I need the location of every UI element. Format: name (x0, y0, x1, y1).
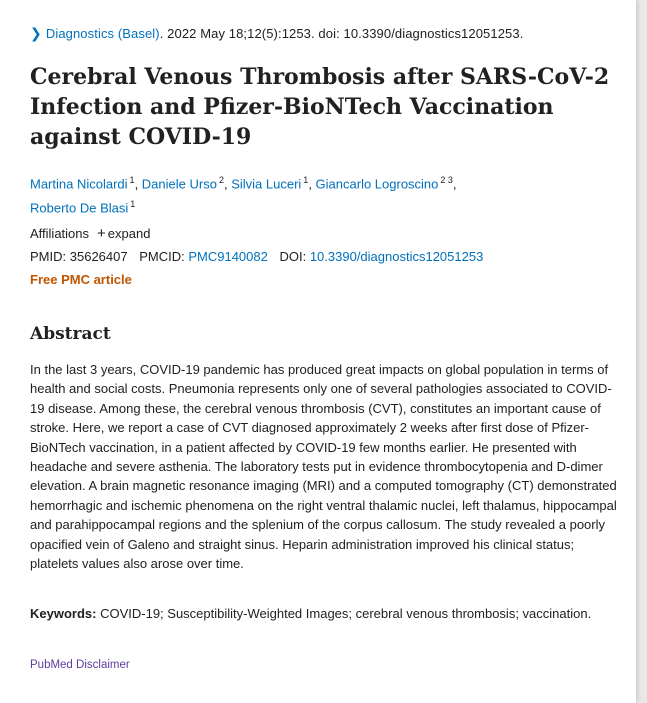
plus-icon: + (97, 225, 106, 242)
author-affiliation-ref[interactable]: 1 (130, 199, 136, 210)
author-list: Martina Nicolardi $^1$, Daniele Urso $^2$, Silvia Luceri $^1$, Giancarlo Logroscino $^{2 3}$, Roberto De Blasi $^1$ (30, 175, 457, 216)
citation-details: . 2022 May 18;12(5):1253. doi: 10.3390/diagnostics12051253. (159, 26, 524, 41)
author-affiliation-ref[interactable]: 2 (218, 175, 224, 185)
keywords-label: Keywords: (30, 606, 97, 621)
pmid-value: 35626407 (69, 249, 128, 264)
doi-link[interactable]: 10.3390/diagnostics12051253 (309, 249, 484, 264)
identifiers-line (30, 249, 483, 264)
author-link[interactable]: Giancarlo Logroscino (315, 176, 439, 192)
pmcid-link[interactable]: PMC9140082 (188, 249, 268, 264)
author-link[interactable]: Silvia Luceri (231, 176, 302, 192)
author-link[interactable]: Roberto De Blasi (30, 200, 129, 216)
chevron-right-icon: ❯ (30, 25, 42, 41)
keywords (30, 604, 610, 623)
author-link[interactable]: Daniele Urso (141, 176, 217, 192)
free-pmc-article-badge[interactable]: Free PMC article (30, 272, 132, 287)
doi-label: DOI: (279, 249, 307, 264)
author-link[interactable]: Martina Nicolardi (30, 176, 128, 192)
author-affiliation-ref[interactable]: 2 3 (440, 175, 453, 185)
affiliations-toggle[interactable] (30, 225, 150, 242)
author-affiliation-ref[interactable]: 1 (303, 175, 309, 185)
pmcid-label: PMCID: (139, 249, 185, 264)
article-title: Cerebral Venous Thrombosis after SARS-CoV-2 Infection and Pfizer-BioNTech Vaccination against COVID-19 (30, 64, 610, 150)
journal-link[interactable]: Diagnostics (Basel) (45, 26, 160, 41)
author-affiliation-ref[interactable]: 1 (129, 175, 135, 185)
expand-label: expand (107, 226, 151, 241)
abstract-text: In the last 3 years, COVID-19 pandemic has produced great impacts on global population in terms of health and social costs. Pneumonia represents only one of several pathologies associated to COVID-19 disease. Among these, the cerebral venous thrombosis (CVT), constitutes an important cause of stroke. Here, we report a case of CVT diagnosed approximately 2 weeks after first dose of Pfizer-BioNTech vaccination, in a patient affected by COVID-19 few months earlier. He presented with headache and severe asthenia. The laboratory tests put in evidence thrombocytopenia and D-dimer elevation. A brain magnetic resonance imaging (MRI) and a computed tomography (CT) demonstrated hemorrhagic and ischemic phenomena on the right ventral thalamic nuclei, left thalamus, hippocampal and parahippocampal regions and the splenium of the corpus callosum. The study revealed a poorly opacified vein of Galeno and straight sinus. Heparin administration improved his clinical status; platelets values also arose over time. (30, 362, 617, 572)
keywords-text: COVID-19; Susceptibility-Weighted Images; cerebral venous thrombosis; vaccination. (100, 606, 592, 621)
pubmed-disclaimer-link[interactable]: PubMed Disclaimer (30, 659, 130, 671)
citation-line (30, 25, 523, 42)
affiliations-label: Affiliations (30, 226, 90, 241)
pmid-label: PMID: (30, 249, 67, 264)
abstract-heading: Abstract (30, 324, 111, 344)
